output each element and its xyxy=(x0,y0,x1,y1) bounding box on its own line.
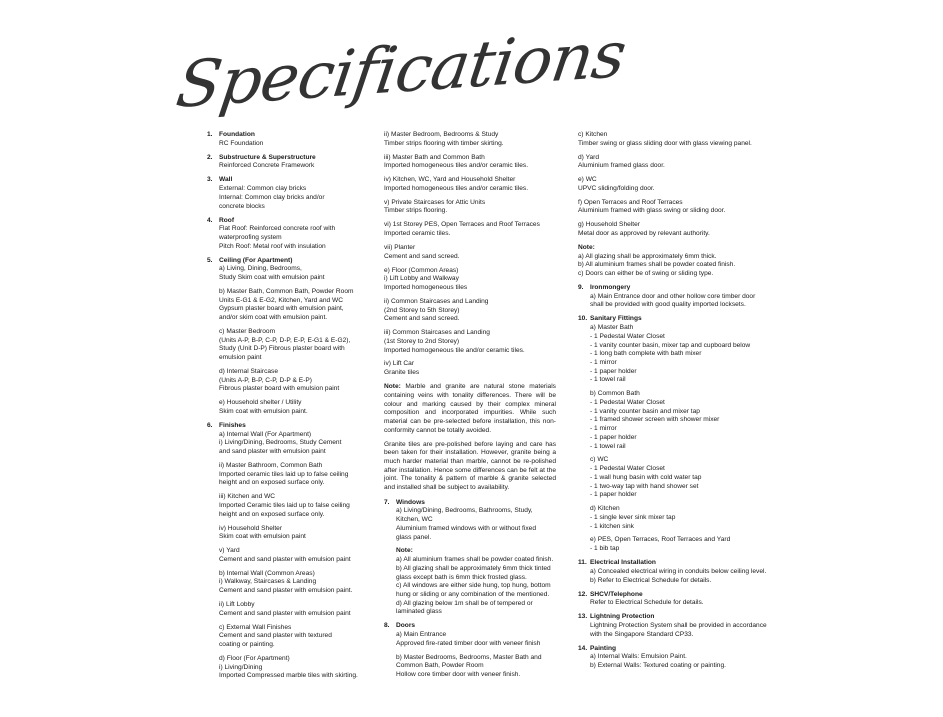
spec-block xyxy=(396,507,556,542)
spec-line: a) Concealed electrical wiring in conduits below ceiling level. xyxy=(590,567,767,575)
spec-line: d) Yard xyxy=(578,153,600,161)
spec-line: iii) Kitchen and WC xyxy=(219,493,276,501)
spec-line: vi) 1st Storey PES, Open Terraces and Roof Terraces xyxy=(384,221,540,229)
spec-line: a) All glazing shall be approximately 6mm thick. xyxy=(578,252,717,260)
section-title: Doors xyxy=(396,622,416,630)
spec-block xyxy=(219,185,367,211)
spec-line: (2nd Storey to 5th Storey) xyxy=(384,306,460,314)
spec-line: d) Kitchen xyxy=(590,505,620,513)
section-heading xyxy=(578,591,773,600)
section-heading xyxy=(207,422,367,431)
spec-line: iv) Household Shelter xyxy=(219,524,283,532)
spec-line: e) Household shelter / Utility xyxy=(219,399,302,407)
spec-line: - 1 paper holder xyxy=(590,491,637,499)
spec-line: c) External Wall Finishes xyxy=(219,623,292,631)
spec-line: RC Foundation xyxy=(219,139,264,147)
spec-line: Flat Roof: Reinforced concrete roof with xyxy=(219,225,336,233)
spec-block xyxy=(384,360,556,377)
section-body xyxy=(207,265,367,416)
spec-block xyxy=(384,221,556,238)
spec-line: b) Refer to Electrical Schedule for details. xyxy=(590,576,712,584)
section-title: Windows xyxy=(396,498,425,506)
note-label: Note: xyxy=(396,547,413,555)
spec-line: c) Kitchen xyxy=(578,131,608,138)
spec-line: Aluminium framed windows with or without fixed xyxy=(396,524,536,532)
spec-line: UPVC sliding/folding door. xyxy=(578,184,655,192)
spec-line: Gypsum plaster board with emulsion paint, xyxy=(219,305,344,313)
spec-block xyxy=(219,399,367,416)
spec-block xyxy=(384,154,556,171)
spec-block xyxy=(578,131,773,148)
section-heading xyxy=(207,154,367,163)
spec-block xyxy=(384,199,556,216)
spec-line: Cement and sand screed. xyxy=(384,315,460,323)
spec-line: height and on exposed surface only. xyxy=(219,479,325,487)
spec-block xyxy=(578,154,773,171)
section-title: SHCV/Telephone xyxy=(590,590,643,598)
spec-line: b) Master Bath, Common Bath, Powder Room xyxy=(219,287,354,295)
spec-line: Study Skim coat with emulsion paint xyxy=(219,274,325,282)
section-title: Ceiling (For Apartment) xyxy=(219,256,293,264)
section-body xyxy=(384,507,556,617)
spec-line: - 1 kitchen sink xyxy=(590,522,634,530)
spec-line: b) External Walls: Textured coating or painting. xyxy=(590,662,726,670)
section-body xyxy=(207,225,367,251)
section-title: Wall xyxy=(219,176,233,184)
spec-section xyxy=(578,315,773,553)
section-heading xyxy=(578,645,773,654)
spec-block xyxy=(590,324,773,385)
spec-line: - 1 paper holder xyxy=(590,367,637,375)
spec-line: (1st Storey to 2nd Storey) xyxy=(384,337,460,345)
spec-line: ii) Master Bathroom, Common Bath xyxy=(219,461,323,469)
spec-line: - 1 vanity counter basin, mixer tap and cupboard below xyxy=(590,341,751,349)
spec-line: c) All windows are either side hung, top hung, bottom xyxy=(396,582,551,590)
spec-line: v) Private Staircases for Attic Units xyxy=(384,198,486,206)
spec-section xyxy=(578,613,773,639)
spec-line: - 1 paper holder xyxy=(590,433,637,441)
section-title: Finishes xyxy=(219,421,246,429)
spec-line: ii) Master Bedroom, Bedrooms & Study xyxy=(384,131,499,138)
spec-line: c) Doors can either be of swing or sliding type. xyxy=(578,270,714,278)
spec-line: iv) Kitchen, WC, Yard and Household Shelter xyxy=(384,176,516,184)
spec-line: Imported homogeneous tiles xyxy=(384,283,468,291)
spec-line: vii) Planter xyxy=(384,243,416,251)
spec-line: Timber strips flooring. xyxy=(384,207,448,215)
section-heading xyxy=(207,257,367,266)
spec-line: a) Internal Wall (For Apartment) xyxy=(219,430,312,438)
spec-line: i) Lift Lobby and Walkway xyxy=(384,275,459,283)
spec-line: (Units A-P, B-P, C-P, D-P, E-P, E-G1 & E-G2), xyxy=(219,336,351,344)
section-heading xyxy=(384,499,556,508)
spec-line: g) Household Shelter xyxy=(578,221,640,229)
spec-line: concrete blocks xyxy=(219,202,265,210)
section-heading xyxy=(578,284,773,293)
spec-line: d) Floor (For Apartment) xyxy=(219,654,290,662)
spec-block xyxy=(219,328,367,363)
spec-line: i) Living/Dining, Bedrooms, Study Cement xyxy=(219,439,342,447)
spec-line: - 1 single lever sink mixer tap xyxy=(590,513,676,521)
section-body xyxy=(578,324,773,554)
spec-line: a) Main Entrance xyxy=(396,631,447,639)
spec-line: ii) Common Staircases and Landing xyxy=(384,297,489,305)
spec-block xyxy=(384,131,556,148)
spec-block xyxy=(590,536,773,553)
spec-line: and sand plaster with emulsion paint xyxy=(219,448,326,456)
spec-line: glass except bath is 6mm thick frosted glass. xyxy=(396,573,527,581)
spec-block xyxy=(384,176,556,193)
section-title: Electrical Installation xyxy=(590,559,656,567)
section-number: 11. xyxy=(578,559,587,567)
spec-line: - 1 Pedestal Water Closet xyxy=(590,465,665,473)
spec-line: a) Living/Dining, Bedrooms, Bathrooms, Study, xyxy=(396,507,533,515)
section-number: 4. xyxy=(207,216,213,224)
section-title: Foundation xyxy=(219,131,255,138)
continued-section xyxy=(384,131,556,378)
spec-line: laminated glass xyxy=(396,608,442,616)
section-heading xyxy=(578,613,773,622)
spec-section xyxy=(384,622,556,679)
spec-line: with the Singapore Standard CP33. xyxy=(590,630,694,638)
spec-column-1 xyxy=(207,131,367,686)
section-title: Painting xyxy=(590,644,617,652)
spec-block xyxy=(396,631,556,648)
spec-line: waterproofing system xyxy=(219,233,282,241)
spec-block xyxy=(219,601,367,618)
spec-section xyxy=(207,131,367,148)
spec-line: height and on exposed surface only. xyxy=(219,510,325,518)
section-number: 1. xyxy=(207,131,213,138)
spec-block xyxy=(219,570,367,596)
spec-line: Imported homogeneous tiles and/or ceramic tiles. xyxy=(384,184,529,192)
spec-line: c) Master Bedroom xyxy=(219,327,276,335)
spec-block xyxy=(590,293,773,310)
spec-block xyxy=(590,568,773,585)
spec-block xyxy=(396,654,556,680)
section-body xyxy=(207,140,367,149)
spec-line: b) All glazing shall be approximately 6mm thick tinted xyxy=(396,564,551,572)
spec-line: ii) Lift Lobby xyxy=(219,601,255,608)
spec-line: Reinforced Concrete Framework xyxy=(219,162,315,170)
spec-line: a) Living, Dining, Bedrooms, xyxy=(219,265,302,273)
spec-line: - 1 Pedestal Water Closet xyxy=(590,399,665,406)
spec-section xyxy=(207,176,367,211)
section-title: Lightning Protection xyxy=(590,613,655,621)
section-body xyxy=(578,653,773,670)
spec-section xyxy=(578,591,773,608)
spec-line: hung or sliding or any combination of the mentioned. xyxy=(396,591,550,598)
spec-line: - 1 vanity counter basin and mixer tap xyxy=(590,407,700,415)
spec-block xyxy=(219,493,367,519)
spec-line: iii) Common Staircases and Landing xyxy=(384,329,490,337)
spec-block xyxy=(219,655,367,681)
page-title: Specifications xyxy=(171,18,630,123)
spec-line: a) Main Entrance door and other hollow core timber door xyxy=(590,292,756,300)
spec-line: - 1 framed shower screen with shower mixer xyxy=(590,416,720,424)
section-heading xyxy=(384,622,556,631)
spec-block xyxy=(219,288,367,323)
spec-line: Imported Compressed marble tiles with skirting. xyxy=(219,672,358,680)
section-number: 2. xyxy=(207,153,213,161)
spec-section xyxy=(578,559,773,585)
spec-line: Kitchen, WC xyxy=(396,516,433,524)
spec-block xyxy=(578,221,773,238)
spec-line: Imported ceramic tiles laid up to false ceiling xyxy=(219,470,349,478)
spec-line: - 1 mirror xyxy=(590,359,617,366)
spec-line: Skim coat with emulsion paint. xyxy=(219,407,308,415)
spec-block xyxy=(219,265,367,282)
spec-line: e) PES, Open Terraces, Roof Terraces and Yard xyxy=(590,536,731,544)
spec-section xyxy=(578,645,773,671)
continued-section xyxy=(578,131,773,279)
spec-section xyxy=(578,284,773,310)
section-number: 8. xyxy=(384,622,390,630)
spec-block xyxy=(590,622,773,639)
spec-section xyxy=(207,217,367,252)
spec-line: a) Internal Walls: Emulsion Paint. xyxy=(590,653,687,661)
spec-line: Study (Unit D-P) Fibrous plaster board with xyxy=(219,345,345,353)
spec-line: v) Yard xyxy=(219,547,240,555)
spec-line: (Units A-P, B-P, C-P, D-P & E-P) xyxy=(219,376,312,384)
spec-line: shall be provided with good quality imported locksets. xyxy=(590,301,746,309)
section-body xyxy=(578,568,773,585)
section-heading xyxy=(578,315,773,324)
spec-line: b) Master Bedrooms, Bedrooms, Master Bath and xyxy=(396,653,542,661)
spec-line: iv) Lift Car xyxy=(384,360,415,368)
spec-block xyxy=(219,368,367,394)
spec-block xyxy=(384,244,556,261)
spec-line: Imported homogeneous tiles and/or ceramic tiles. xyxy=(384,162,529,170)
spec-line: Granite tiles xyxy=(384,369,420,377)
spec-line: i) Living/Dining xyxy=(219,663,263,671)
spec-line: Imported ceramic tiles. xyxy=(384,230,451,238)
spec-line: Cement and sand plaster with emulsion paint. xyxy=(219,587,353,595)
spec-line: - 1 towel rail xyxy=(590,442,626,450)
spec-line: iii) Master Bath and Common Bath xyxy=(384,153,485,161)
section-number: 14. xyxy=(578,644,588,652)
section-heading xyxy=(578,559,773,568)
spec-line: a) All aluminium frames shall be powder coated finish. xyxy=(396,556,554,564)
spec-section xyxy=(207,257,367,417)
spec-line: Cement and sand plaster with emulsion paint xyxy=(219,609,351,617)
spec-line: emulsion paint xyxy=(219,354,262,362)
spec-line: Timber swing or glass sliding door with glass viewing panel. xyxy=(578,139,752,147)
spec-block xyxy=(590,505,773,531)
marble-note xyxy=(384,383,556,435)
spec-line: - 1 long bath complete with bath mixer xyxy=(590,350,702,358)
spec-line: i) Walkway, Staircases & Landing xyxy=(219,578,317,586)
spec-line: b) Internal Wall (Common Areas) xyxy=(219,569,315,577)
section-title: Ironmongery xyxy=(590,284,631,292)
spec-block xyxy=(384,267,556,293)
spec-column-3 xyxy=(578,131,773,676)
spec-block xyxy=(384,329,556,355)
spec-line: d) All glazing below 1m shall be of tempered or xyxy=(396,599,533,607)
note-label: Note: xyxy=(578,243,595,251)
section-number: 6. xyxy=(207,421,213,429)
spec-block xyxy=(219,162,367,171)
spec-line: c) WC xyxy=(590,456,609,464)
spec-line: Approved fire-rated timber door with veneer finish xyxy=(396,639,541,647)
spec-line: Pitch Roof: Metal roof with insulation xyxy=(219,242,326,250)
spec-line: and/or skim coat with emulsion paint. xyxy=(219,314,328,322)
spec-block xyxy=(578,199,773,216)
spec-line: e) WC xyxy=(578,176,597,184)
spec-line: Imported Ceramic tiles laid up to false ceiling xyxy=(219,501,350,509)
spec-line: Skim coat with emulsion paint xyxy=(219,533,306,541)
spec-line: Units E-G1 & E-G2, Kitchen, Yard and WC xyxy=(219,296,343,304)
spec-line: Cement and sand plaster with emulsion paint xyxy=(219,555,351,563)
spec-line: - 1 wall hung basin with cold water tap xyxy=(590,473,702,481)
spec-line: Common Bath, Powder Room xyxy=(396,662,484,670)
spec-block xyxy=(219,624,367,650)
section-number: 7. xyxy=(384,498,390,506)
spec-line: - 1 mirror xyxy=(590,425,617,433)
spec-line: Internal: Common clay bricks and/or xyxy=(219,193,325,201)
spec-line: Cement and sand screed. xyxy=(384,252,460,260)
spec-line: Lightning Protection System shall be provided in accordance xyxy=(590,621,767,629)
spec-line: Hollow core timber door with veneer finish. xyxy=(396,671,521,679)
spec-line: f) Open Terraces and Roof Terraces xyxy=(578,198,683,206)
spec-section xyxy=(207,154,367,171)
section-number: 13. xyxy=(578,613,588,621)
spec-line: Refer to Electrical Schedule for details. xyxy=(590,599,704,607)
spec-block xyxy=(590,456,773,500)
section-body xyxy=(578,599,773,608)
spec-line: Timber strips flooring with timber skirting. xyxy=(384,139,504,147)
spec-section xyxy=(384,499,556,617)
spec-line: - 1 towel rail xyxy=(590,376,626,384)
spec-line: Imported homogeneous tile and/or ceramic tiles. xyxy=(384,346,525,354)
spec-line: External: Common clay bricks xyxy=(219,185,307,193)
spec-line: Cement and sand plaster with textured xyxy=(219,632,332,640)
section-title: Sanitary Fittings xyxy=(590,315,642,323)
section-number: 12. xyxy=(578,590,588,598)
note-text: Marble and granite are natural stone materials containing veins with tonality differences. There will be colour and marking caused by their complex mineral composition and incorporated impurities. While such material can be pre-selected before installation, this non-conformity cannot be totally avoided. xyxy=(384,383,556,434)
spec-line: - 1 two-way tap with hand shower set xyxy=(590,482,699,490)
spec-block xyxy=(578,244,773,279)
section-number: 3. xyxy=(207,176,213,184)
spec-line: coating or painting. xyxy=(219,641,275,648)
spec-line: Fibrous plaster board with emulsion paint xyxy=(219,385,340,393)
spec-block xyxy=(219,525,367,542)
spec-line: b) All aluminium frames shall be powder coated finish. xyxy=(578,261,736,269)
section-body xyxy=(207,431,367,681)
spec-block xyxy=(590,653,773,670)
section-number: 9. xyxy=(578,284,584,292)
section-heading xyxy=(207,131,367,140)
section-title: Substructure & Superstructure xyxy=(219,153,316,161)
spec-block xyxy=(590,390,773,451)
spec-block xyxy=(384,298,556,324)
granite-note: Granite tiles are pre-polished before laying and care has been taken for their installation. However, granite being a much harder material than marble, cannot be re-polished after installation. Hence some differences can be felt at the joint. The tonality & pattern of marble & granite selected and installed shall be subject to availability. xyxy=(384,440,556,492)
section-heading xyxy=(207,217,367,226)
section-number: 10. xyxy=(578,315,588,323)
spec-line: Metal door as approved by relevant authority. xyxy=(578,230,710,238)
spec-line: - 1 bib tap xyxy=(590,545,620,553)
section-number: 5. xyxy=(207,256,213,264)
spec-block xyxy=(590,599,773,608)
spec-block xyxy=(219,462,367,488)
spec-block xyxy=(219,225,367,251)
spec-block xyxy=(219,547,367,564)
spec-section xyxy=(207,422,367,681)
section-body xyxy=(578,293,773,310)
spec-block xyxy=(396,547,556,617)
spec-line: e) Floor (Common Areas) xyxy=(384,266,459,274)
spec-line: glass panel. xyxy=(396,533,432,541)
note-label: Note: xyxy=(384,383,401,391)
section-body xyxy=(207,162,367,171)
spec-block xyxy=(219,431,367,457)
spec-line: d) Internal Staircase xyxy=(219,367,279,375)
spec-line: - 1 Pedestal Water Closet xyxy=(590,332,665,340)
section-title: Roof xyxy=(219,216,235,224)
spec-column-2 xyxy=(384,131,556,685)
section-body xyxy=(384,631,556,680)
spec-line: Aluminium framed glass door. xyxy=(578,162,665,170)
section-body xyxy=(207,185,367,211)
spec-line: Aluminium framed with glass swing or sliding door. xyxy=(578,207,726,215)
spec-line: b) Common Bath xyxy=(590,390,640,398)
spec-line: a) Master Bath xyxy=(590,324,634,332)
spec-block xyxy=(219,140,367,149)
section-body xyxy=(578,622,773,639)
section-heading xyxy=(207,176,367,185)
spec-block xyxy=(578,176,773,193)
